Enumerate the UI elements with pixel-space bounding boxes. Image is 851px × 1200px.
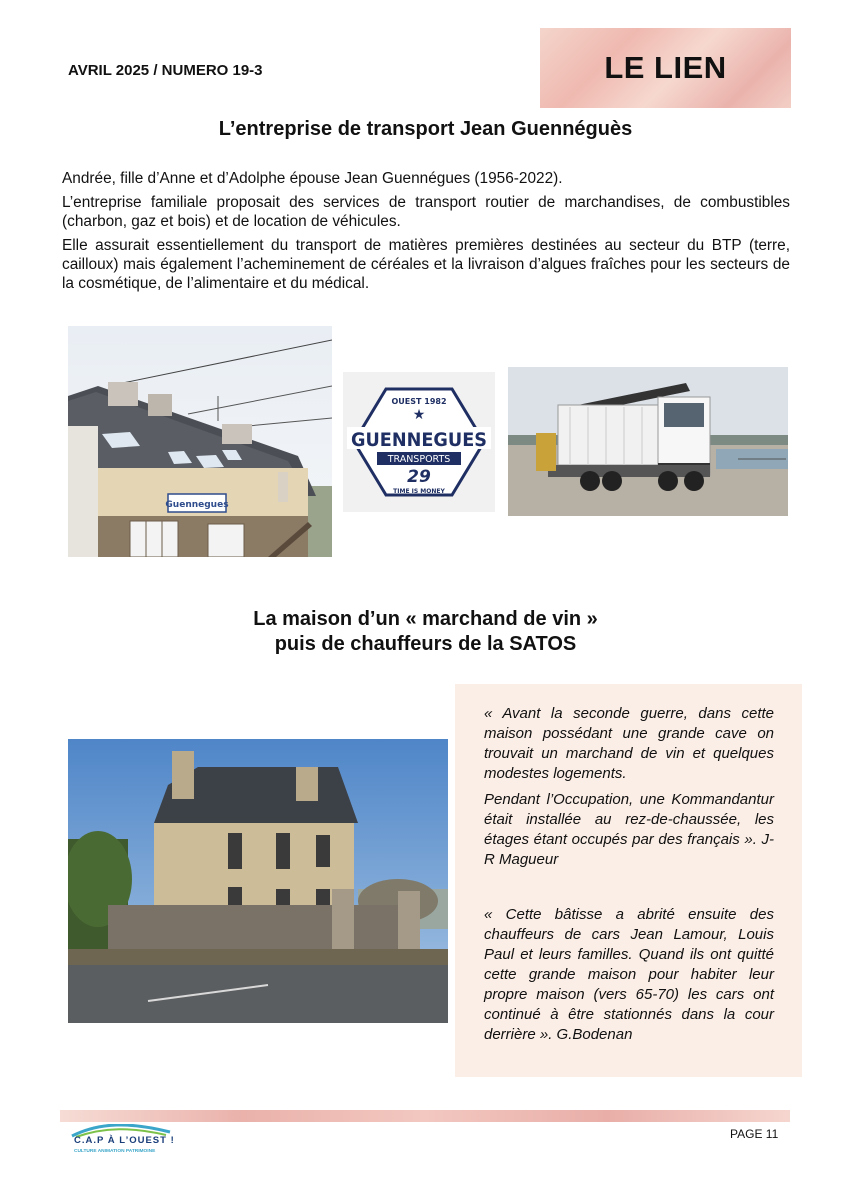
guennegues-logo [343, 372, 495, 512]
section2-title [0, 607, 851, 657]
logo-arc-bottom: TIME IS MONEY [393, 488, 445, 495]
cap-logo-subtitle: CULTURE ANIMATION PATRIMOINE [74, 1149, 156, 1154]
building-photo [68, 326, 332, 557]
house-photo [68, 739, 448, 1023]
logo-name: GUENNEGUES [351, 429, 487, 451]
shop-sign: Guennegues [165, 500, 229, 510]
section2-title-line2: puis de chauffeurs de la SATOS [274, 633, 577, 655]
newsletter-title-box [540, 28, 791, 108]
logo-arc-top: OUEST 1982 [391, 397, 447, 406]
cap-logo [70, 1124, 180, 1172]
footer-band [60, 1110, 790, 1122]
truck-photo [508, 367, 788, 516]
section1-paragraph-2: L’entreprise familiale proposait des services de transport routier de marchandises, de combustibles (charbon, gaz et bois) et de location de véhicules. [62, 194, 790, 230]
cap-logo-title: C.A.P À L’OUEST ! [74, 1135, 175, 1146]
section1-title: L’entreprise de transport Jean Guennéguès [218, 118, 633, 140]
section2-title-line1: La maison d’un « marchand de vin » [253, 608, 598, 630]
section1-paragraph-1: Andrée, fille d’Anne et d’Adolphe épouse Jean Guennégues (1956-2022). [62, 170, 563, 187]
section1-paragraph-3: Elle assurait essentiellement du transport de matières premières destinées au secteur du BTP (terre, cailloux) mais également l’acheminement de céréales et la livraison d’algues fraîches pour les secteurs de la cosmétique, de l’alimentaire et du médical. [62, 237, 790, 292]
quote-box [455, 684, 802, 1077]
logo-number: 29 [407, 467, 431, 487]
page-number: PAGE 11 [730, 1127, 779, 1141]
logo-sub: TRANSPORTS [387, 454, 451, 465]
newsletter-title: LE LIEN [604, 50, 727, 85]
star-icon: ★ [412, 407, 426, 423]
issue-label: AVRIL 2025 / NUMERO 19-3 [68, 62, 263, 79]
quote-1: « Avant la seconde guerre, dans cette maison possédant une grande cave on trouvait un marchand de vin et quelques modestes logements. [484, 705, 774, 782]
quote-3: « Cette bâtisse a abrité ensuite des chauffeurs de cars Jean Lamour, Louis Paul et leurs familles. Quand ils ont quitté cette grande maison pour habiter leur propre maison (vers 65-70) les cars ont continué à être stationnés dans la cour derrière ». G.Bodenan [484, 906, 774, 1043]
quote-2: Pendant l’Occupation, une Kommandantur était installée au rez-de-chaussée, les étages étant occupés par des français ». J-R Magueur [484, 791, 774, 868]
